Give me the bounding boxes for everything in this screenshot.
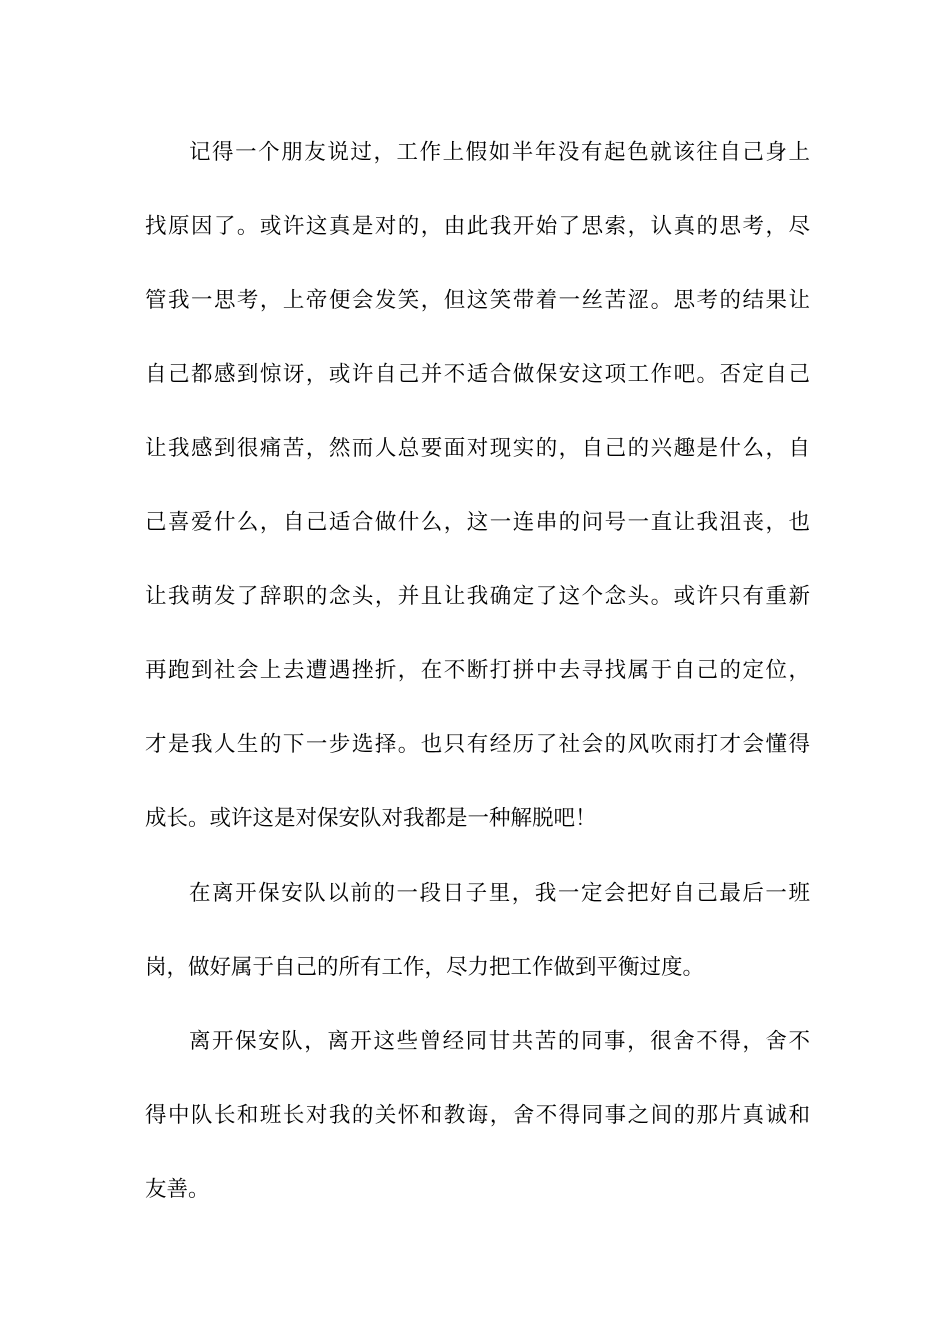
paragraph-1-line-3: 管我一思考，上帝便会发笑，但这笑带着一丝苦涩。思考的结果让	[145, 288, 810, 313]
paragraph-1-line-1: 记得一个朋友说过，工作上假如半年没有起色就该往自己身上	[189, 140, 810, 165]
paragraph-2-line-2: 岗，做好属于自己的所有工作，尽力把工作做到平衡过度。	[145, 955, 705, 980]
paragraph-1-line-7: 让我萌发了辞职的念头，并且让我确定了这个念头。或许只有重新	[145, 584, 810, 609]
paragraph-1-line-2: 找原因了。或许这真是对的，由此我开始了思索，认真的思考，尽	[145, 214, 810, 239]
paragraph-1-line-8: 再跑到社会上去遭遇挫折，在不断打拼中去寻找属于自己的定位，	[145, 658, 810, 683]
paragraph-1-line-6: 己喜爱什么，自己适合做什么，这一连串的问号一直让我沮丧，也	[145, 510, 810, 535]
paragraph-1-line-4: 自己都感到惊讶，或许自己并不适合做保安这项工作吧。否定自己	[145, 362, 810, 387]
paragraph-3-line-1: 离开保安队，离开这些曾经同甘共苦的同事，很舍不得，舍不	[189, 1029, 810, 1054]
paragraph-3-line-3: 友善。	[145, 1177, 210, 1202]
paragraph-1-line-9: 才是我人生的下一步选择。也只有经历了社会的风吹雨打才会懂得	[145, 732, 810, 757]
paragraph-1-line-10: 成长。或许这是对保安队对我都是一种解脱吧！	[145, 806, 597, 831]
paragraph-2-line-1: 在离开保安队以前的一段日子里，我一定会把好自己最后一班	[189, 881, 810, 906]
paragraph-3-line-2: 得中队长和班长对我的关怀和教诲，舍不得同事之间的那片真诚和	[145, 1103, 810, 1128]
paragraph-1-line-5: 让我感到很痛苦，然而人总要面对现实的，自己的兴趣是什么，自	[145, 436, 810, 461]
